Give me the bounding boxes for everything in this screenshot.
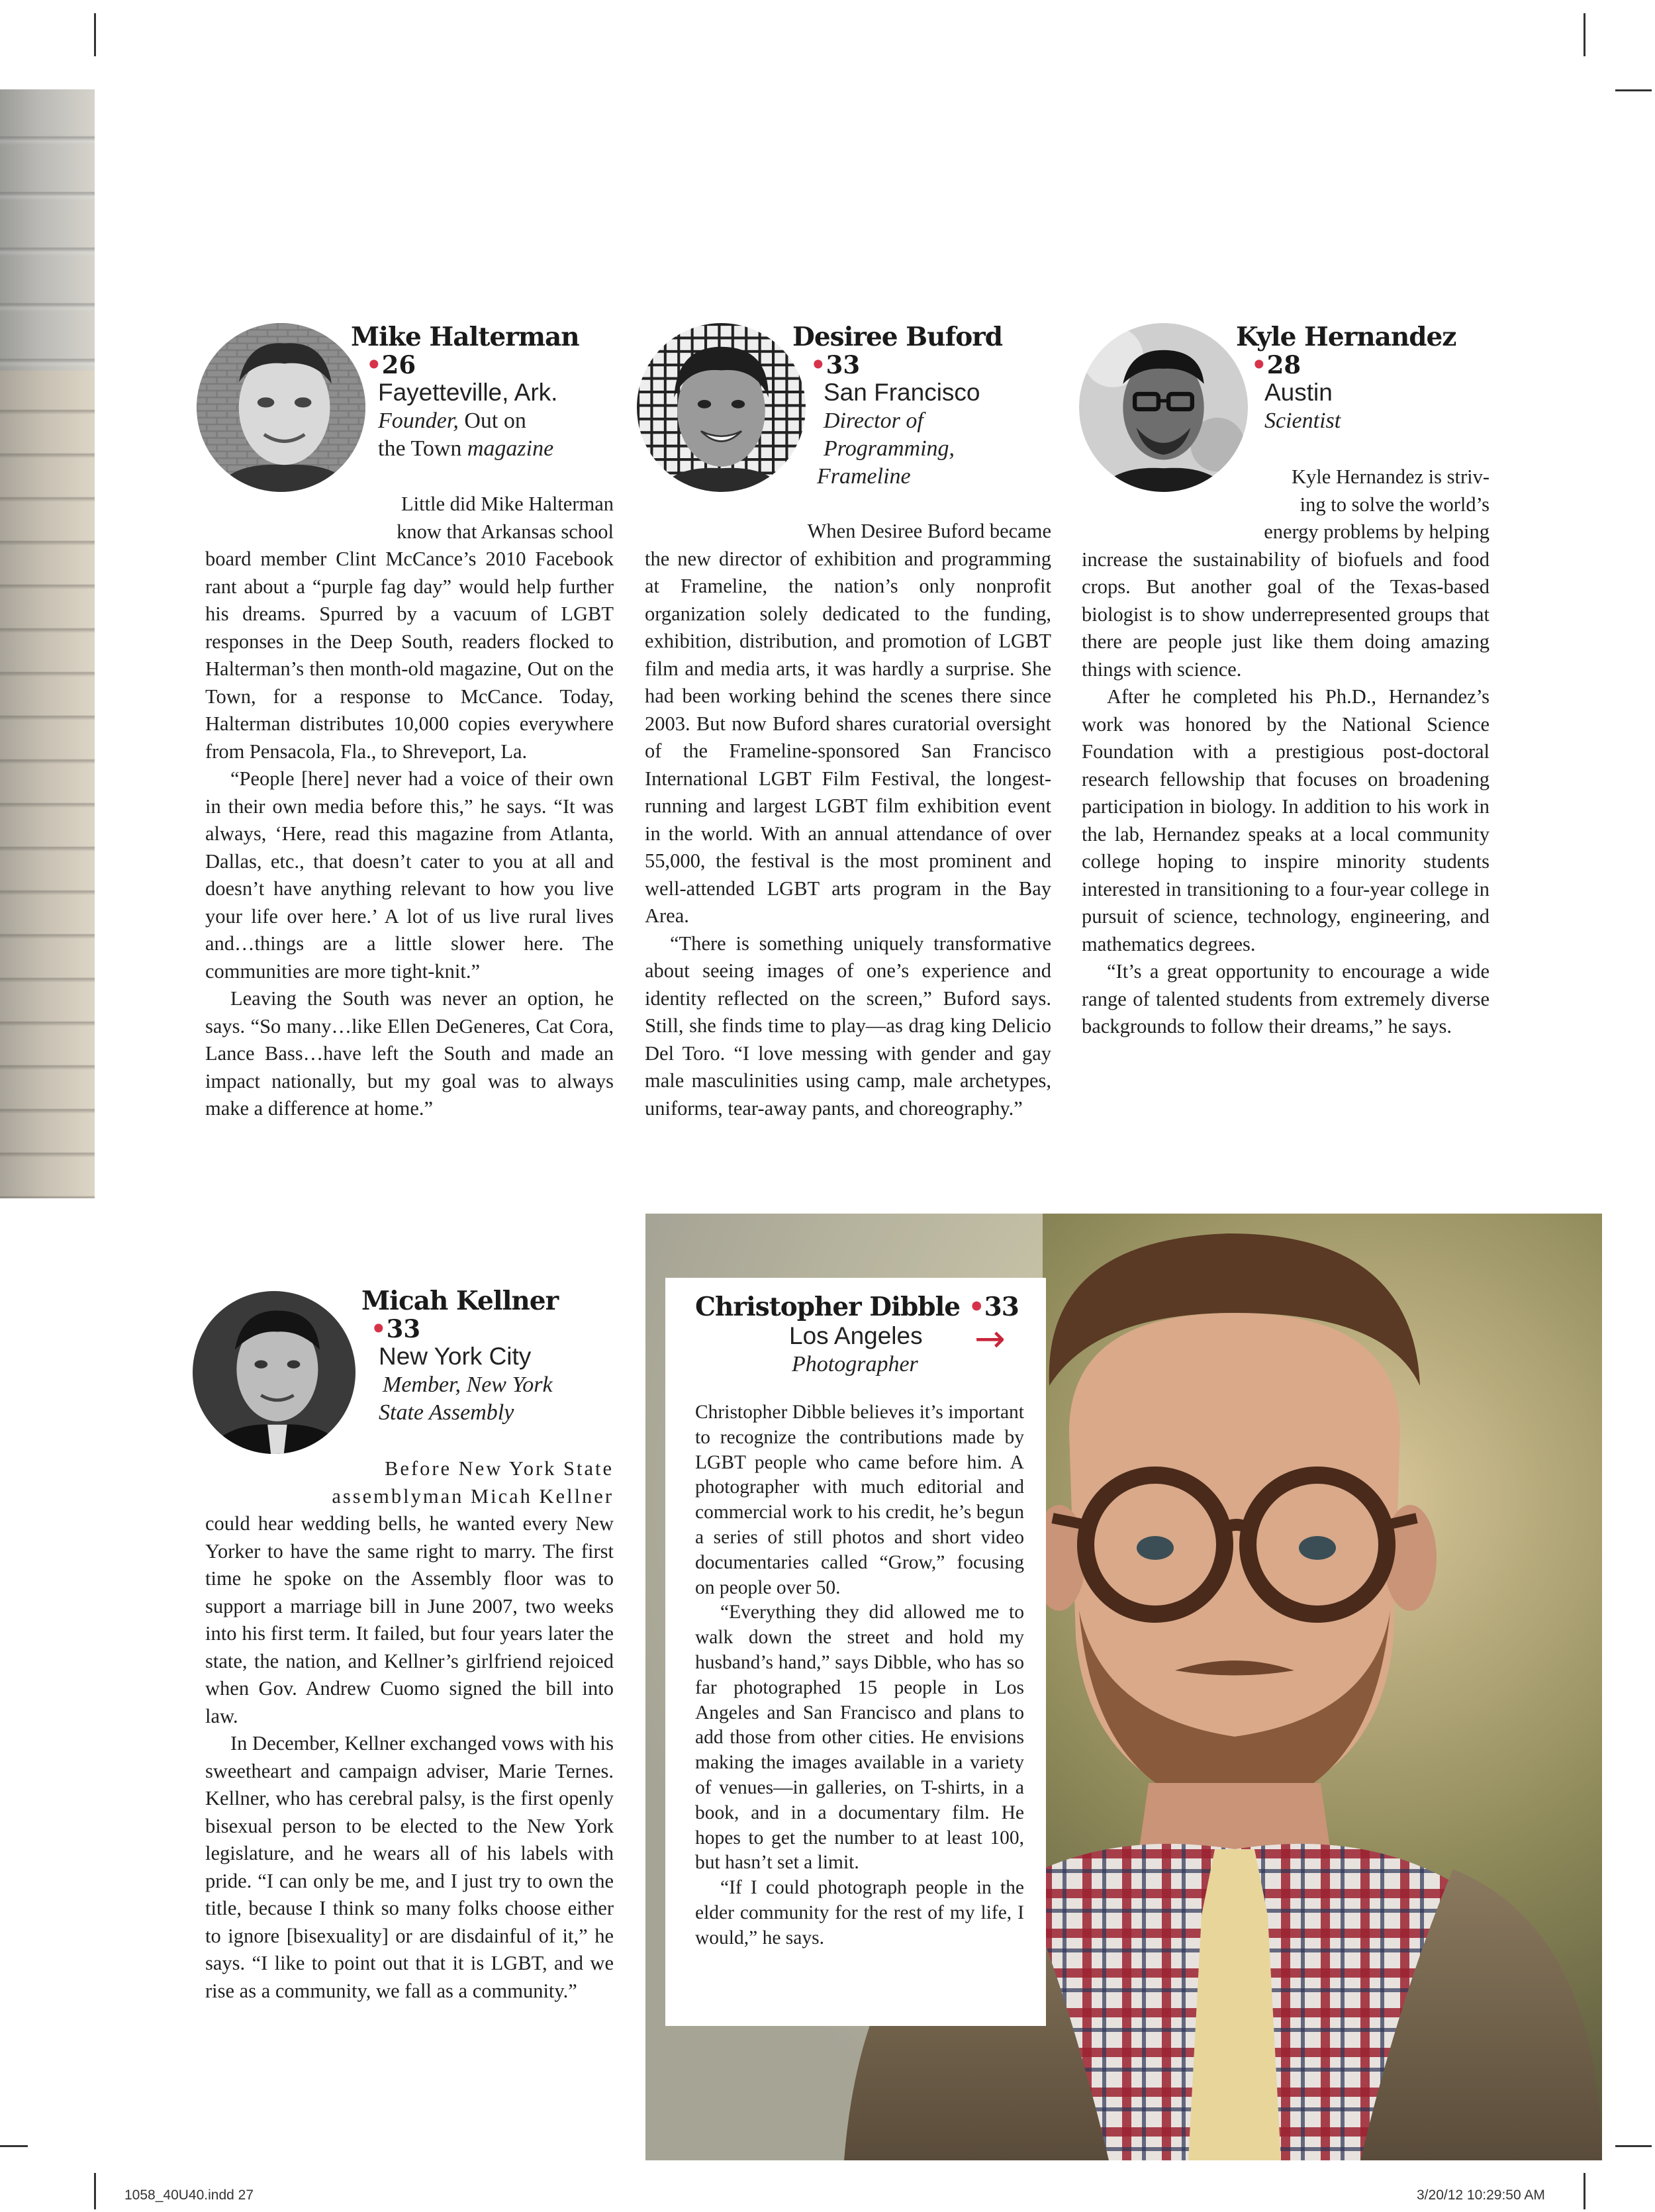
lead-line: Little did Mike Halterman [401,493,614,515]
profile-age: 28 [1266,350,1301,379]
paragraph: Leaving the South was never an option, he says. “So many…like Ellen DeGeneres, Cat Cora, Lance Bass…have left the South and made an impact nationally, but my goal was to always make a difference at home.” [205,987,614,1120]
article-body-christopher [695,1400,1024,1951]
role-line: Photographer [792,1352,918,1376]
profile-name: Mike Halterman [351,322,579,352]
lead-line: assemblyman Micah Kellner [332,1484,614,1508]
role-italic: Founder, [378,409,459,433]
profile-city: Fayetteville, Ark. [378,379,558,406]
paragraph: the new director of exhibition and programming at Frameline, the nation’s only nonprofit organization solely dedicated to the funding, exhibition, distribution, and promotion of LGBT film and media arts, it was hardly a surprise. She had been working behind the scenes there since 2003. But now Buford shares curatorial oversight of the Frameline-sponsored San Francisco International LGBT Film Festival, the longest-running and largest LGBT film exhibition event in the world. With an annual attendance of over 55,000, the festival is the most prominent and well-attended LGBT arts program in the Bay Area. [645,547,1051,927]
profile-age: 33 [984,1292,1019,1322]
stairs-photo-strip-lower [0,371,95,1198]
portrait-micah-kellner [193,1291,355,1454]
profile-city: Los Angeles [789,1322,923,1349]
timestamp-slug: 3/20/12 10:29:50 AM [1417,2188,1545,2203]
profile-role [379,1371,553,1427]
lead-line: Kyle Hernandez is striv- [1292,465,1490,488]
crop-mark-top-left [94,13,96,56]
profile-age-line [810,351,860,379]
profile-role [792,1351,918,1378]
profile-name-line [695,1293,1019,1321]
profile-city: Austin [1264,379,1333,406]
paragraph: After he completed his Ph.D., Hernandez’s work was honored by the National Science Foundation with a prestigious post-doctoral research fellowship that focuses on broadening participation in biology. In addition to his work in the lab, Hernandez speaks at a local community college hoping to inspire minority students interested in transitioning to a four-year college in pursuit of science, technology, engineering, and mathematics degrees. [1082,685,1490,955]
red-bullet-icon: • [810,350,826,379]
article-body-micah [205,1455,614,2005]
red-bullet-icon: • [1251,350,1267,379]
paragraph: could hear wedding bells, he wanted every New Yorker to have the same right to marry. The first time he spoke on the Assembly floor was to support a marriage bill in June 2007, two weeks into his first term. It failed, but four years later the state, the nation, and Kellner’s girlfriend rejoiced when Gov. Andrew Cuomo signed the bill into law. [205,1512,614,1727]
arrow-right-icon: → [974,1318,1006,1361]
red-bullet-icon: • [371,1314,387,1343]
article-body-desiree [645,518,1051,1122]
role-line: Scientist [1264,409,1341,433]
paragraph: “There is something uniquely transformative about seeing images of one’s experience and identity reflected on the screen,” Buford says. Still, she finds time to play—as drag king Delicio Del Toro. “I love messing with gender and gay male masculinities using camp, male archetypes, uniforms, tear-away pants, and choreography.” [645,932,1051,1120]
role-plain: the Town [378,436,467,461]
paragraph: “It’s a great opportunity to encourage a wide range of talented students from extremely diverse backgrounds to follow their dreams,” he says. [1082,960,1490,1037]
role-line: Frameline [817,464,911,489]
profile-name: Kyle Hernandez [1236,322,1456,352]
lead-line: When Desiree Buford became [807,520,1051,542]
role-line: State Assembly [379,1400,514,1425]
role-line: Director of [824,409,923,433]
profile-role [817,407,955,491]
paragraph: “Everything they did allowed me to walk down the street and hold my husband’s hand,” says Dibble, who has so far photographed 15 people in Los Angeles and San Francisco and plans to add those from other cities. He envisions making the images available in a variety of venues—in galleries, on T-shirts, in a book, and in a documentary film. He hopes to get the number to at least 100, but hasn’t set a limit. [695,1602,1024,1874]
crop-mark-bottom-right [1584,2173,1585,2209]
profile-name: Micah Kellner [361,1286,559,1316]
profile-name: Christopher Dibble [695,1292,961,1322]
paragraph: board member Clint McCance’s 2010 Facebook rant about a “purple fag day” would help further his dreams. Spurred by a vacuum of LGBT responses in the Deep South, readers flocked to Halterman’s then month-old magazine, Out on the Town, for a response to McCance. Today, Halterman distributes 10,000 copies everywhere from Pensacola, Fla., to Shreveport, La. [205,548,614,763]
lead-line: know that Arkansas school [397,520,614,543]
profile-name: Desiree Buford [792,322,1003,352]
profile-role [1264,407,1341,435]
profile-age-line [1251,351,1301,379]
article-body-mike [205,491,614,1123]
paragraph: Christopher Dibble believes it’s important to recognize the contributions made by LGBT people who came before him. A photographer with much editorial and commercial work to his credit, he’s begun a series of still photos and short video documentaries called “Grow,” focusing on people over 50. [695,1402,1024,1598]
role-line: Member, New York [383,1372,553,1397]
paragraph: “People [here] never had a voice of their own in their own media before this,” he says. “It was always, ‘Here, read this magazine from Atlanta, Dallas, etc., that doesn’t cater to you at all and doesn’t have anything relevant to how you live your life over here.’ A lot of us live rural lives and…things are a little slower here. The communities are more tight-knit.” [205,767,614,983]
role-line: Programming, [824,436,955,461]
profile-age: 33 [826,350,861,379]
paragraph: “If I could photograph people in the elder community for the rest of my life, I would,” he says. [695,1877,1024,1948]
profile-age-line [366,351,416,379]
paragraph: increase the sustainability of biofuels and food crops. But another goal of the Texas-based biologist is to show underrepresented groups that there are people just like them doing amazing things with science. [1082,548,1490,681]
profile-city: New York City [379,1343,532,1370]
crop-mark-right-upper [1615,89,1652,91]
role-rest: Out on [458,409,526,433]
file-slug: 1058_40U40.indd 27 [124,2188,254,2203]
profile-city: San Francisco [824,379,980,406]
crop-mark-left-lower [0,2145,28,2147]
profile-role [378,407,553,463]
crop-mark-top-right [1584,13,1585,56]
lead-line: energy problems by helping [1264,520,1490,543]
crop-mark-right-lower [1615,2145,1652,2147]
portrait-mike-halterman [197,323,365,492]
profile-age: 33 [386,1314,421,1343]
red-bullet-icon: • [366,350,382,379]
lead-line: Before New York State [385,1457,614,1480]
red-bullet-icon: • [968,1292,984,1322]
paragraph: In December, Kellner exchanged vows with his sweetheart and campaign adviser, Marie Ternes. Kellner, who has cerebral palsy, is the first openly bisexual person to be elected to the New York legislature, and he wears all of his labels with pride. “I can only be me, and I just try to own the title, because I think so many folks choose either to ignore [bisexuality] or are disdainful of it,” he says. “I like to point out that it is LGBT, and we rise as a community, we fall as a community.” [205,1732,614,2002]
crop-mark-bottom-left [94,2173,96,2209]
lead-line: ing to solve the world’s [1300,493,1490,516]
role-italic-2: magazine [467,436,554,461]
article-body-kyle [1082,463,1490,1041]
portrait-desiree-buford [637,323,806,492]
profile-age: 26 [381,350,416,379]
profile-age-line [371,1315,420,1343]
